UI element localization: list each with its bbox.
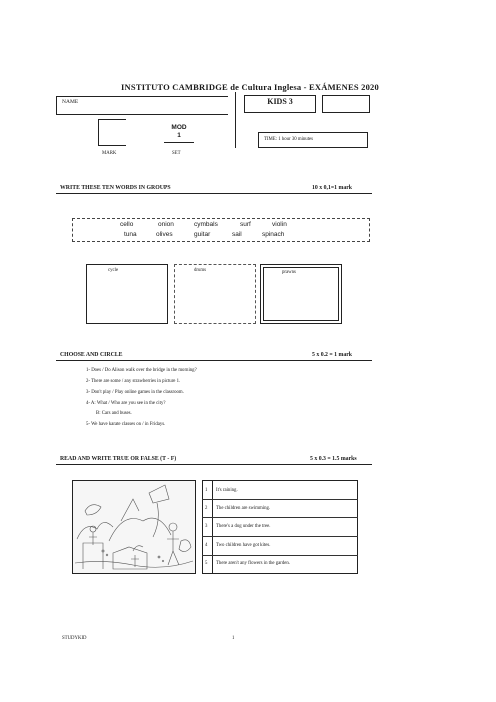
group-label-cycle: cycle xyxy=(108,268,119,273)
word-onion: onion xyxy=(158,221,174,228)
group-label-drums: drums xyxy=(194,268,206,273)
name-bottom-line xyxy=(56,114,228,115)
section1-title: WRITE THESE TEN WORDS IN GROUPS xyxy=(60,185,171,191)
choose-item-1: 1- Does / Do Alison walk over the bridge in the morning? xyxy=(86,368,197,373)
tf-text-2: The children are swimming. xyxy=(216,506,271,511)
set-label: SET xyxy=(172,151,181,156)
tf-row-line-3 xyxy=(202,536,358,537)
choose-item-3: 3- Don't play / Play online games in the classroom. xyxy=(86,390,184,395)
tf-num-3: 3 xyxy=(205,524,208,529)
section3-rule xyxy=(56,464,372,465)
word-tuna: tuna xyxy=(124,231,137,238)
name-left-line xyxy=(56,96,57,114)
park-picture xyxy=(72,480,196,574)
header-divider xyxy=(235,92,236,148)
section2-title: CHOOSE AND CIRCLE xyxy=(60,352,123,358)
kids-label: KIDS 3 xyxy=(267,97,293,106)
tf-num-4: 4 xyxy=(205,543,208,548)
group-box-cycle[interactable] xyxy=(86,264,168,324)
page-title: INSTITUTO CAMBRIDGE de Cultura Inglesa - EXÁMENES 2020 xyxy=(121,82,379,92)
name-label: NAME xyxy=(62,99,79,105)
word-cymbals: cymbals xyxy=(194,221,218,228)
footer-left: STUDYKID xyxy=(62,636,87,641)
park-illustration xyxy=(73,481,195,573)
section2-marks: 5 x 0.2 = 1 mark xyxy=(312,352,353,358)
mark-box-top xyxy=(98,119,126,120)
word-spinach: spinach xyxy=(262,231,285,238)
time-label: TIME: 1 hour 30 minutes xyxy=(264,137,314,142)
group-box-drums[interactable] xyxy=(174,264,256,324)
footer-page-number: 1 xyxy=(232,636,235,641)
section2-rule xyxy=(56,360,372,361)
mark-box-left xyxy=(98,119,99,145)
mod-number: 1 xyxy=(177,132,181,139)
word-surf: surf xyxy=(240,221,251,228)
choose-item-4-answer: B: Cars and buses. xyxy=(96,411,132,416)
word-sail: sail xyxy=(232,231,242,238)
tf-num-2: 2 xyxy=(205,506,208,511)
tf-row-line-1 xyxy=(202,499,358,500)
tf-text-5: There aren't any flowers in the garden. xyxy=(216,561,290,566)
mark-box-bottom xyxy=(98,145,126,146)
word-guitar: guitar xyxy=(194,231,211,238)
mark-label: MARK xyxy=(102,151,117,156)
section1-rule xyxy=(56,193,372,194)
mod-underline xyxy=(164,142,194,143)
tf-num-5: 5 xyxy=(205,561,208,566)
word-bank xyxy=(72,218,370,242)
section1-marks: 10 x 0,1=1 mark xyxy=(312,185,353,191)
name-top-line xyxy=(56,96,228,97)
tf-num-1: 1 xyxy=(205,488,208,493)
tf-text-4: Two children have got kites. xyxy=(216,543,271,548)
word-olives: olives xyxy=(156,231,173,238)
choose-item-5: 5- We have karate classes on / in Fridays. xyxy=(86,422,166,427)
group-label-prawns: prawns xyxy=(282,270,296,275)
word-violin: violin xyxy=(272,221,287,228)
tf-text-3: There's a dog under the tree. xyxy=(216,524,271,529)
section3-marks: 5 x 0.3 = 1.5 marks xyxy=(310,456,357,462)
section3-title: READ AND WRITE TRUE OR FALSE (T - F) xyxy=(60,456,177,462)
word-cello: cello xyxy=(120,221,134,228)
tf-row-line-4 xyxy=(202,555,358,556)
kids-score-box[interactable] xyxy=(322,95,370,113)
mod-label: MOD xyxy=(171,124,187,131)
tf-row-line-2 xyxy=(202,517,358,518)
tf-num-divider xyxy=(212,480,213,574)
group-box-prawns-inner xyxy=(263,267,339,321)
choose-item-2: 2- There are some / any strawberries in picture 1. xyxy=(86,379,181,384)
tf-text-1: It's raining. xyxy=(216,488,238,493)
choose-item-4: 4- A: What / Who are you see in the city? xyxy=(86,401,166,406)
